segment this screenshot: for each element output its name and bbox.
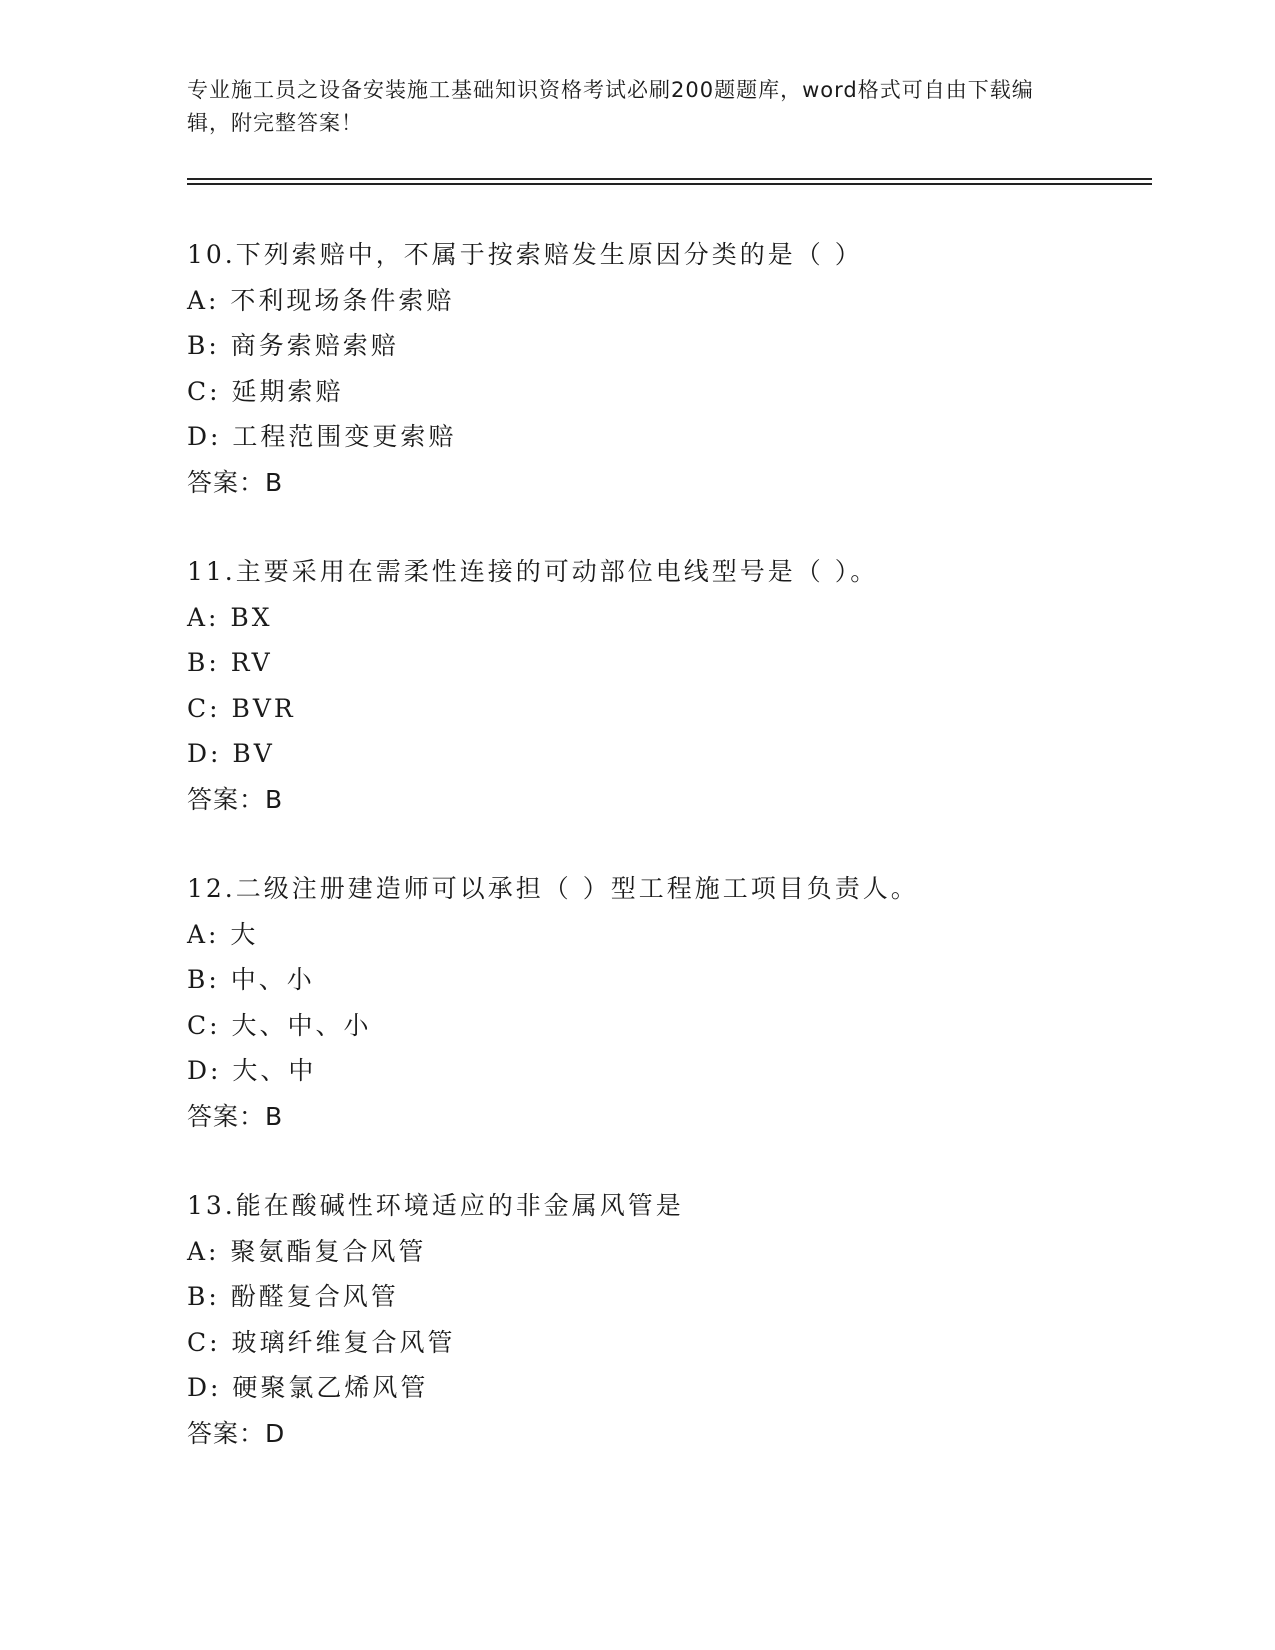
- option-d: D: BV: [187, 739, 275, 768]
- option-b: B: 中、小: [187, 965, 315, 994]
- question-11: [187, 549, 1147, 822]
- question-10: [187, 232, 1147, 505]
- option-c: C: BVR: [187, 693, 296, 723]
- option-a: A: 不利现场条件索赔: [187, 285, 455, 315]
- option-c: C: 大、中、小: [187, 1010, 372, 1040]
- option-a: A: BX: [187, 602, 273, 632]
- option-b: B: RV: [187, 648, 273, 677]
- document-header: [187, 74, 1067, 140]
- question-stem: 11.主要采用在需柔性连接的可动部位电线型号是（ ）。: [187, 557, 879, 586]
- header-divider-bottom: [187, 183, 1152, 185]
- option-a: A: 大: [187, 919, 259, 949]
- answer-line: 答案：B: [187, 784, 284, 814]
- question-12: [187, 866, 1147, 1139]
- option-d: D: 硬聚氯乙烯风管: [187, 1373, 429, 1402]
- option-d: D: 工程范围变更索赔: [187, 422, 457, 451]
- option-c: C: 延期索赔: [187, 376, 344, 406]
- option-a: A: 聚氨酯复合风管: [187, 1236, 427, 1266]
- answer-line: 答案：B: [187, 467, 284, 497]
- answer-line: 答案：B: [187, 1101, 284, 1131]
- option-b: B: 酚醛复合风管: [187, 1282, 399, 1311]
- question-13: [187, 1183, 1147, 1456]
- answer-line: 答案：D: [187, 1418, 286, 1448]
- question-stem: 12.二级注册建造师可以承担（ ）型工程施工项目负责人。: [187, 874, 919, 903]
- question-stem: 10.下列索赔中，不属于按索赔发生原因分类的是（ ）: [187, 240, 863, 269]
- option-d: D: 大、中: [187, 1056, 317, 1085]
- option-c: C: 玻璃纤维复合风管: [187, 1327, 456, 1357]
- option-b: B: 商务索赔索赔: [187, 331, 399, 360]
- question-stem: 13.能在酸碱性环境适应的非金属风管是: [187, 1191, 684, 1220]
- document-title: 专业施工员之设备安装施工基础知识资格考试必刷200题题库，word格式可自由下载编辑，附完整答案！: [187, 78, 1034, 135]
- header-divider-top: [187, 178, 1152, 180]
